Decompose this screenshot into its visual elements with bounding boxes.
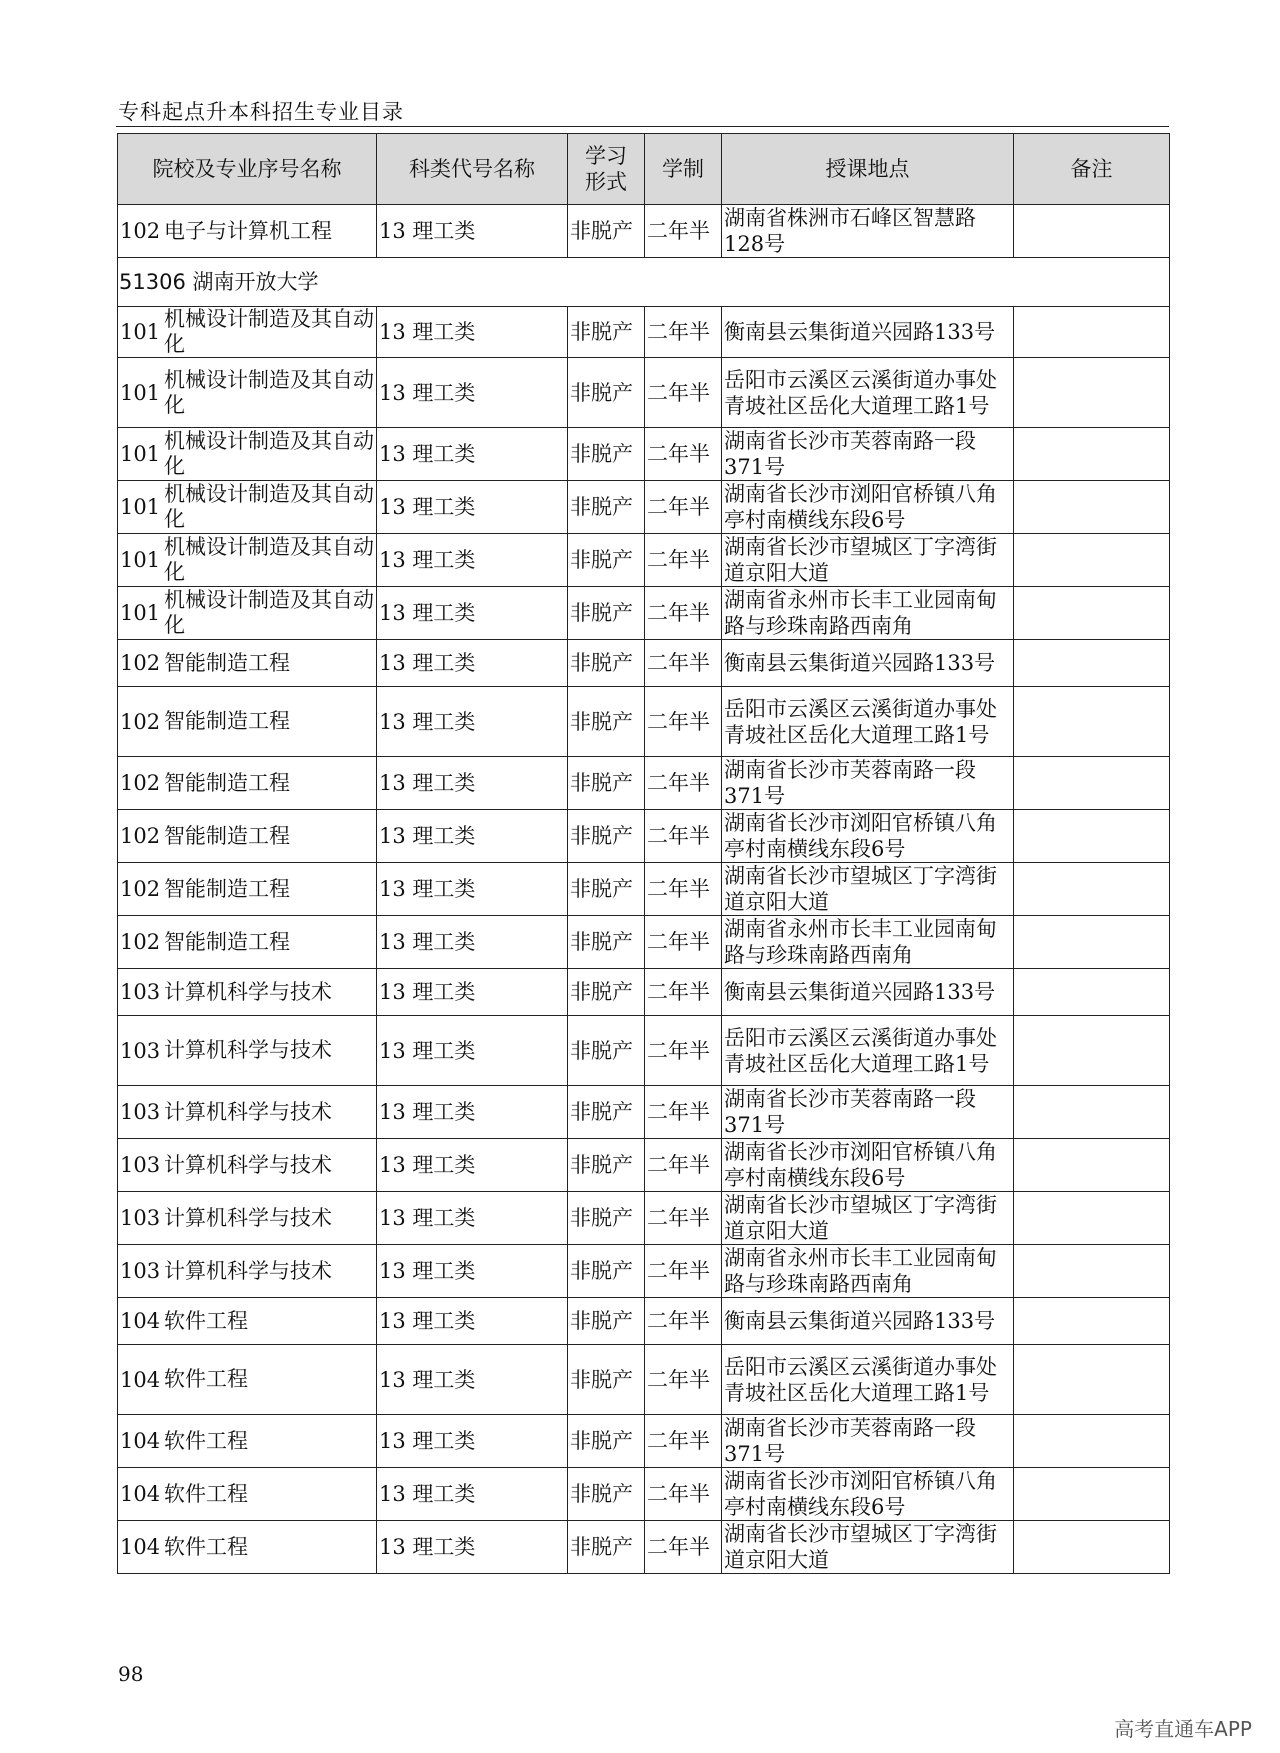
column-header-category: 科类代号名称 bbox=[377, 134, 568, 205]
program-code: 103 bbox=[120, 1100, 161, 1124]
category-cell: 13 理工类 bbox=[377, 863, 568, 916]
study-length-cell: 二年半 bbox=[645, 1345, 722, 1415]
table-row bbox=[118, 1139, 1170, 1192]
remarks-cell bbox=[1014, 916, 1170, 969]
column-header-name: 院校及专业序号名称 bbox=[118, 134, 377, 205]
remarks-cell bbox=[1014, 640, 1170, 687]
study-length-cell: 二年半 bbox=[645, 687, 722, 757]
study-form-cell: 非脱产 bbox=[568, 863, 645, 916]
table-row bbox=[118, 1016, 1170, 1086]
study-length-cell: 二年半 bbox=[645, 358, 722, 428]
school-section bbox=[118, 258, 1170, 307]
study-form-cell: 非脱产 bbox=[568, 358, 645, 428]
program-name: 机械设计制造及其自动化 bbox=[164, 429, 374, 478]
category-cell: 13 理工类 bbox=[377, 757, 568, 810]
category-cell: 13 理工类 bbox=[377, 1016, 568, 1086]
program-name: 计算机科学与技术 bbox=[164, 1205, 332, 1230]
program-name: 计算机科学与技术 bbox=[164, 1099, 332, 1124]
study-form-cell: 非脱产 bbox=[568, 687, 645, 757]
study-length-cell: 二年半 bbox=[645, 969, 722, 1016]
location-cell: 岳阳市云溪区云溪街道办事处青坡社区岳化大道理工路1号 bbox=[722, 687, 1014, 757]
study-length-cell: 二年半 bbox=[645, 640, 722, 687]
study-form-cell: 非脱产 bbox=[568, 1468, 645, 1521]
program-code: 101 bbox=[120, 601, 161, 625]
study-length-cell: 二年半 bbox=[645, 1415, 722, 1468]
catalog-table bbox=[117, 133, 1170, 1574]
watermark: 高考直通车APP bbox=[1114, 1717, 1252, 1741]
program-name: 智能制造工程 bbox=[164, 770, 290, 795]
study-length-cell: 二年半 bbox=[645, 1016, 722, 1086]
program-code: 104 bbox=[120, 1367, 161, 1392]
category-cell: 13 理工类 bbox=[377, 1521, 568, 1574]
study-length-cell: 二年半 bbox=[645, 205, 722, 258]
program-code: 104 bbox=[120, 1482, 161, 1506]
study-length-cell: 二年半 bbox=[645, 1468, 722, 1521]
program-code: 102 bbox=[120, 709, 161, 734]
location-cell: 湖南省长沙市芙蓉南路一段371号 bbox=[722, 1086, 1014, 1139]
remarks-cell bbox=[1014, 307, 1170, 358]
category-cell: 13 理工类 bbox=[377, 640, 568, 687]
remarks-cell bbox=[1014, 1016, 1170, 1086]
table-row bbox=[118, 1345, 1170, 1415]
remarks-cell bbox=[1014, 810, 1170, 863]
table-row bbox=[118, 1521, 1170, 1574]
location-cell: 湖南省长沙市芙蓉南路一段371号 bbox=[722, 1415, 1014, 1468]
column-header-form-line2: 形式 bbox=[585, 170, 627, 194]
study-length-cell: 二年半 bbox=[645, 916, 722, 969]
program-cell bbox=[118, 358, 377, 428]
category-cell: 13 理工类 bbox=[377, 358, 568, 428]
remarks-cell bbox=[1014, 1139, 1170, 1192]
table-row bbox=[118, 481, 1170, 534]
program-name: 智能制造工程 bbox=[164, 876, 290, 901]
program-code: 101 bbox=[120, 495, 161, 519]
program-cell bbox=[118, 1468, 377, 1521]
header-rule bbox=[116, 126, 1169, 127]
program-cell bbox=[118, 1086, 377, 1139]
study-form-cell: 非脱产 bbox=[568, 1245, 645, 1298]
program-cell bbox=[118, 205, 377, 258]
program-code: 103 bbox=[120, 980, 161, 1004]
table-row bbox=[118, 810, 1170, 863]
location-cell: 湖南省长沙市望城区丁字湾街道京阳大道 bbox=[722, 1521, 1014, 1574]
location-cell: 湖南省长沙市浏阳官桥镇八角亭村南横线东段6号 bbox=[722, 481, 1014, 534]
program-code: 103 bbox=[120, 1153, 161, 1177]
program-name: 机械设计制造及其自动化 bbox=[164, 307, 374, 356]
study-length-cell: 二年半 bbox=[645, 810, 722, 863]
table-row bbox=[118, 1468, 1170, 1521]
program-name: 软件工程 bbox=[164, 1308, 248, 1333]
location-cell: 衡南县云集街道兴园路133号 bbox=[722, 307, 1014, 358]
program-name: 软件工程 bbox=[164, 1428, 248, 1453]
study-length-cell: 二年半 bbox=[645, 534, 722, 587]
program-cell bbox=[118, 428, 377, 481]
program-cell bbox=[118, 1521, 377, 1574]
program-name: 计算机科学与技术 bbox=[164, 1152, 332, 1177]
location-cell: 衡南县云集街道兴园路133号 bbox=[722, 1298, 1014, 1345]
remarks-cell bbox=[1014, 1298, 1170, 1345]
program-code: 102 bbox=[120, 824, 161, 848]
program-name: 软件工程 bbox=[164, 1481, 248, 1506]
program-name: 智能制造工程 bbox=[164, 709, 290, 733]
category-cell: 13 理工类 bbox=[377, 1468, 568, 1521]
column-header-form-line1: 学习 bbox=[585, 144, 627, 168]
category-cell: 13 理工类 bbox=[377, 481, 568, 534]
program-cell bbox=[118, 1345, 377, 1415]
location-cell: 衡南县云集街道兴园路133号 bbox=[722, 640, 1014, 687]
study-form-cell: 非脱产 bbox=[568, 757, 645, 810]
location-cell: 湖南省长沙市浏阳官桥镇八角亭村南横线东段6号 bbox=[722, 1139, 1014, 1192]
study-form-cell: 非脱产 bbox=[568, 640, 645, 687]
remarks-cell bbox=[1014, 1245, 1170, 1298]
study-form-cell: 非脱产 bbox=[568, 969, 645, 1016]
study-form-cell: 非脱产 bbox=[568, 1415, 645, 1468]
program-code: 103 bbox=[120, 1038, 161, 1063]
remarks-cell bbox=[1014, 428, 1170, 481]
study-length-cell: 二年半 bbox=[645, 1192, 722, 1245]
table-row bbox=[118, 1192, 1170, 1245]
program-code: 101 bbox=[120, 442, 161, 466]
study-form-cell: 非脱产 bbox=[568, 307, 645, 358]
study-form-cell: 非脱产 bbox=[568, 481, 645, 534]
column-header-form bbox=[568, 134, 645, 205]
location-cell: 湖南省长沙市浏阳官桥镇八角亭村南横线东段6号 bbox=[722, 810, 1014, 863]
table-row bbox=[118, 1298, 1170, 1345]
program-code: 104 bbox=[120, 1535, 161, 1559]
table-row bbox=[118, 428, 1170, 481]
location-cell: 岳阳市云溪区云溪街道办事处青坡社区岳化大道理工路1号 bbox=[722, 358, 1014, 428]
location-cell: 湖南省长沙市望城区丁字湾街道京阳大道 bbox=[722, 863, 1014, 916]
category-cell: 13 理工类 bbox=[377, 1415, 568, 1468]
remarks-cell bbox=[1014, 1468, 1170, 1521]
program-cell bbox=[118, 757, 377, 810]
program-cell bbox=[118, 1415, 377, 1468]
table-body-main bbox=[118, 307, 1170, 1574]
program-code: 102 bbox=[120, 219, 161, 243]
category-cell: 13 理工类 bbox=[377, 1345, 568, 1415]
category-cell: 13 理工类 bbox=[377, 428, 568, 481]
location-cell: 湖南省长沙市望城区丁字湾街道京阳大道 bbox=[722, 534, 1014, 587]
study-length-cell: 二年半 bbox=[645, 1086, 722, 1139]
program-name: 计算机科学与技术 bbox=[164, 1038, 332, 1062]
program-cell bbox=[118, 1139, 377, 1192]
category-cell: 13 理工类 bbox=[377, 687, 568, 757]
program-name: 机械设计制造及其自动化 bbox=[164, 588, 374, 637]
table-row bbox=[118, 916, 1170, 969]
program-code: 102 bbox=[120, 930, 161, 954]
study-form-cell: 非脱产 bbox=[568, 587, 645, 640]
program-code: 103 bbox=[120, 1206, 161, 1230]
remarks-cell bbox=[1014, 358, 1170, 428]
program-name: 智能制造工程 bbox=[164, 929, 290, 954]
program-code: 101 bbox=[120, 320, 161, 344]
program-cell bbox=[118, 481, 377, 534]
program-code: 104 bbox=[120, 1429, 161, 1453]
remarks-cell bbox=[1014, 863, 1170, 916]
program-cell bbox=[118, 587, 377, 640]
study-length-cell: 二年半 bbox=[645, 1298, 722, 1345]
study-length-cell: 二年半 bbox=[645, 1245, 722, 1298]
program-name: 计算机科学与技术 bbox=[164, 1258, 332, 1283]
table-row bbox=[118, 687, 1170, 757]
program-code: 101 bbox=[120, 380, 161, 405]
study-length-cell: 二年半 bbox=[645, 863, 722, 916]
table-row bbox=[118, 863, 1170, 916]
program-cell bbox=[118, 969, 377, 1016]
category-cell: 13 理工类 bbox=[377, 534, 568, 587]
program-name: 智能制造工程 bbox=[164, 823, 290, 848]
program-cell bbox=[118, 863, 377, 916]
program-code: 103 bbox=[120, 1259, 161, 1283]
location-cell: 湖南省永州市长丰工业园南甸路与珍珠南路西南角 bbox=[722, 1245, 1014, 1298]
program-cell bbox=[118, 1192, 377, 1245]
table-row bbox=[118, 205, 1170, 258]
study-form-cell: 非脱产 bbox=[568, 205, 645, 258]
study-form-cell: 非脱产 bbox=[568, 1192, 645, 1245]
remarks-cell bbox=[1014, 687, 1170, 757]
category-cell: 13 理工类 bbox=[377, 1245, 568, 1298]
table-body-top bbox=[118, 205, 1170, 258]
program-name: 机械设计制造及其自动化 bbox=[164, 482, 374, 531]
column-header-remarks: 备注 bbox=[1014, 134, 1170, 205]
study-form-cell: 非脱产 bbox=[568, 1521, 645, 1574]
program-name: 计算机科学与技术 bbox=[164, 979, 332, 1004]
program-cell bbox=[118, 534, 377, 587]
category-cell: 13 理工类 bbox=[377, 1298, 568, 1345]
column-header-length: 学制 bbox=[645, 134, 722, 205]
school-name: 51306 湖南开放大学 bbox=[118, 258, 1170, 307]
location-cell: 湖南省长沙市浏阳官桥镇八角亭村南横线东段6号 bbox=[722, 1468, 1014, 1521]
remarks-cell bbox=[1014, 1192, 1170, 1245]
location-cell: 湖南省长沙市芙蓉南路一段371号 bbox=[722, 428, 1014, 481]
program-name: 智能制造工程 bbox=[164, 650, 290, 675]
program-cell bbox=[118, 810, 377, 863]
remarks-cell bbox=[1014, 757, 1170, 810]
remarks-cell bbox=[1014, 1086, 1170, 1139]
program-cell bbox=[118, 1016, 377, 1086]
study-form-cell: 非脱产 bbox=[568, 1086, 645, 1139]
program-name: 软件工程 bbox=[164, 1367, 248, 1391]
study-length-cell: 二年半 bbox=[645, 307, 722, 358]
study-form-cell: 非脱产 bbox=[568, 428, 645, 481]
location-cell: 岳阳市云溪区云溪街道办事处青坡社区岳化大道理工路1号 bbox=[722, 1345, 1014, 1415]
program-code: 102 bbox=[120, 771, 161, 795]
study-length-cell: 二年半 bbox=[645, 587, 722, 640]
program-name: 机械设计制造及其自动化 bbox=[164, 535, 374, 584]
remarks-cell bbox=[1014, 1521, 1170, 1574]
program-code: 102 bbox=[120, 651, 161, 675]
table-row bbox=[118, 1415, 1170, 1468]
study-length-cell: 二年半 bbox=[645, 481, 722, 534]
location-cell: 岳阳市云溪区云溪街道办事处青坡社区岳化大道理工路1号 bbox=[722, 1016, 1014, 1086]
program-code: 102 bbox=[120, 877, 161, 901]
table-row bbox=[118, 969, 1170, 1016]
study-form-cell: 非脱产 bbox=[568, 1298, 645, 1345]
remarks-cell bbox=[1014, 969, 1170, 1016]
category-cell: 13 理工类 bbox=[377, 587, 568, 640]
category-cell: 13 理工类 bbox=[377, 1086, 568, 1139]
program-name: 机械设计制造及其自动化 bbox=[164, 367, 374, 417]
page-number: 98 bbox=[118, 1662, 144, 1686]
location-cell: 湖南省株洲市石峰区智慧路128号 bbox=[722, 205, 1014, 258]
category-cell: 13 理工类 bbox=[377, 205, 568, 258]
table-row bbox=[118, 757, 1170, 810]
program-code: 101 bbox=[120, 548, 161, 572]
program-cell bbox=[118, 1245, 377, 1298]
location-cell: 湖南省长沙市望城区丁字湾街道京阳大道 bbox=[722, 1192, 1014, 1245]
category-cell: 13 理工类 bbox=[377, 1139, 568, 1192]
program-cell bbox=[118, 307, 377, 358]
study-form-cell: 非脱产 bbox=[568, 1139, 645, 1192]
category-cell: 13 理工类 bbox=[377, 307, 568, 358]
category-cell: 13 理工类 bbox=[377, 1192, 568, 1245]
remarks-cell bbox=[1014, 481, 1170, 534]
table-row bbox=[118, 358, 1170, 428]
location-cell: 湖南省永州市长丰工业园南甸路与珍珠南路西南角 bbox=[722, 916, 1014, 969]
location-cell: 衡南县云集街道兴园路133号 bbox=[722, 969, 1014, 1016]
study-form-cell: 非脱产 bbox=[568, 916, 645, 969]
table-row bbox=[118, 534, 1170, 587]
program-name: 软件工程 bbox=[164, 1534, 248, 1559]
running-header: 专科起点升本科招生专业目录 bbox=[118, 100, 404, 124]
study-form-cell: 非脱产 bbox=[568, 1345, 645, 1415]
column-header-location: 授课地点 bbox=[722, 134, 1014, 205]
program-cell bbox=[118, 640, 377, 687]
study-length-cell: 二年半 bbox=[645, 428, 722, 481]
program-cell bbox=[118, 916, 377, 969]
table-header-row bbox=[118, 134, 1170, 205]
remarks-cell bbox=[1014, 534, 1170, 587]
remarks-cell bbox=[1014, 1415, 1170, 1468]
program-code: 104 bbox=[120, 1309, 161, 1333]
program-name: 电子与计算机工程 bbox=[164, 218, 332, 243]
table-row bbox=[118, 307, 1170, 358]
table-row bbox=[118, 587, 1170, 640]
study-form-cell: 非脱产 bbox=[568, 810, 645, 863]
table-row bbox=[118, 1086, 1170, 1139]
category-cell: 13 理工类 bbox=[377, 916, 568, 969]
study-length-cell: 二年半 bbox=[645, 757, 722, 810]
program-cell bbox=[118, 687, 377, 757]
school-row bbox=[118, 258, 1170, 307]
remarks-cell bbox=[1014, 1345, 1170, 1415]
remarks-cell bbox=[1014, 205, 1170, 258]
program-cell bbox=[118, 1298, 377, 1345]
study-length-cell: 二年半 bbox=[645, 1521, 722, 1574]
table-row bbox=[118, 1245, 1170, 1298]
study-length-cell: 二年半 bbox=[645, 1139, 722, 1192]
location-cell: 湖南省长沙市芙蓉南路一段371号 bbox=[722, 757, 1014, 810]
study-form-cell: 非脱产 bbox=[568, 1016, 645, 1086]
study-form-cell: 非脱产 bbox=[568, 534, 645, 587]
category-cell: 13 理工类 bbox=[377, 969, 568, 1016]
remarks-cell bbox=[1014, 587, 1170, 640]
table-row bbox=[118, 640, 1170, 687]
category-cell: 13 理工类 bbox=[377, 810, 568, 863]
location-cell: 湖南省永州市长丰工业园南甸路与珍珠南路西南角 bbox=[722, 587, 1014, 640]
